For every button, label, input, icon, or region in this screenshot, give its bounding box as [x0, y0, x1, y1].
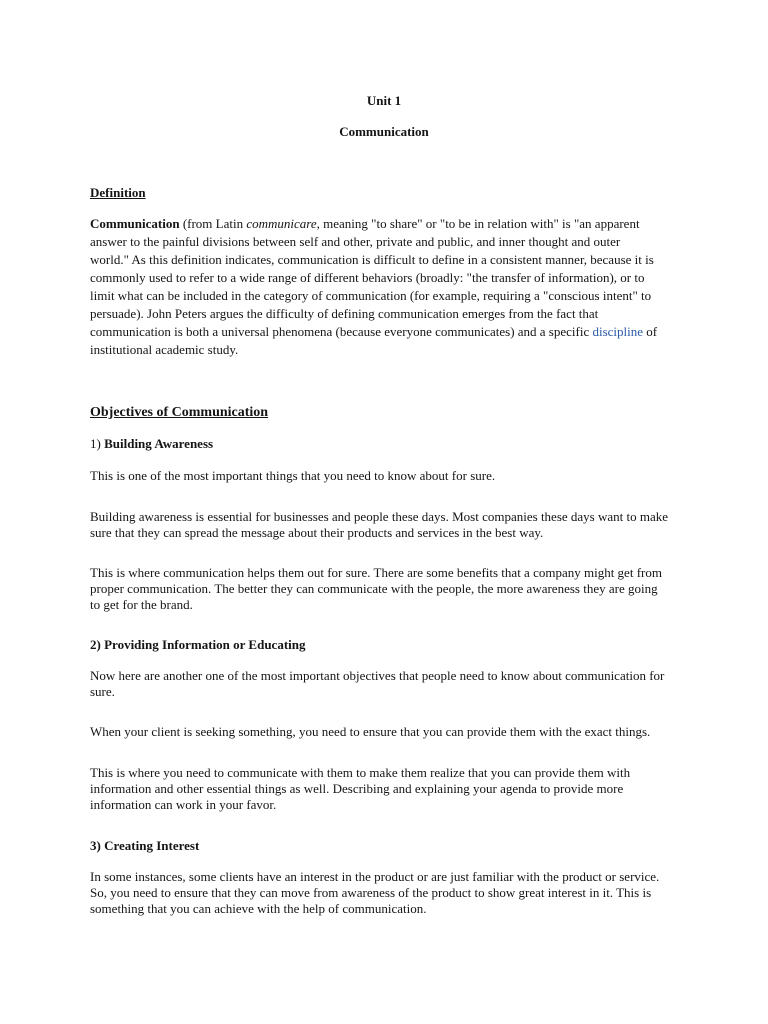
paragraph-line: So, you need to ensure that they can move from awareness of the product to show great interest in it. This is	[90, 885, 652, 900]
definition-line	[90, 215, 657, 233]
paragraph-line: When your client is seeking something, you need to ensure that you can provide them with the exact things.	[90, 724, 651, 739]
objective-number: 3)	[90, 838, 101, 853]
definition-text: communication is both a universal phenomena (because everyone communicates) and a specific	[90, 324, 593, 339]
paragraph-line: sure.	[90, 684, 115, 699]
paragraph-line: to get for the brand.	[90, 597, 193, 612]
objective-2-paragraph-1	[90, 668, 664, 700]
paragraph-line: This is where communication helps them out for sure. There are some benefits that a company might get from	[90, 565, 662, 580]
latin-word: communicare	[246, 216, 317, 231]
definition-line	[90, 323, 657, 341]
definition-text: of	[643, 324, 658, 339]
objective-number: 1)	[90, 436, 101, 451]
paragraph-line: This is where you need to communicate with them to make them realize that you can provide them with	[90, 765, 631, 780]
page-title: Communication	[339, 124, 429, 139]
paragraph-line: information and other essential things as well. Describing and explaining your agenda to provide more	[90, 781, 624, 796]
objective-2-paragraph-2	[90, 724, 650, 740]
objective-1-paragraph-3	[90, 565, 662, 613]
discipline-link[interactable]: discipline	[592, 324, 644, 339]
paragraph-line: Now here are another one of the most important objectives that people need to know about communication for	[90, 668, 665, 683]
definition-text: (from Latin	[179, 216, 247, 231]
definition-text: , meaning "to share" or "to be in relation with" is "an apparent	[316, 216, 640, 231]
objective-3-paragraph-1	[90, 869, 659, 917]
definition-line: institutional academic study.	[90, 342, 239, 357]
objective-title: Creating Interest	[104, 838, 200, 853]
paragraph-line: In some instances, some clients have an interest in the product or are just familiar with the product or service.	[90, 869, 660, 884]
definition-line: answer to the painful divisions between self and other, private and public, and inner thought and outer	[90, 234, 621, 249]
paragraph-line: something that you can achieve with the help of communication.	[90, 901, 427, 916]
paragraph-line: proper communication. The better they can communicate with the people, the more awareness they are going	[90, 581, 658, 596]
objective-2-paragraph-3	[90, 765, 630, 813]
definition-line: world." As this definition indicates, communication is difficult to define in a consistent manner, because it is	[90, 252, 654, 267]
paragraph-line: Building awareness is essential for businesses and people these days. Most companies these days want to make	[90, 509, 669, 524]
paragraph-line: This is one of the most important things that you need to know about for sure.	[90, 468, 496, 483]
objective-2-heading	[90, 637, 306, 653]
objective-number: 2)	[90, 637, 101, 652]
objective-title: Building Awareness	[104, 436, 214, 451]
objective-1-paragraph-1	[90, 468, 495, 484]
paragraph-line: sure that they can spread the message about their products and services in the best way.	[90, 525, 544, 540]
objective-3-heading	[90, 838, 199, 854]
definition-line: persuade). John Peters argues the difficulty of defining communication emerges from the fact that	[90, 306, 599, 321]
objective-title: Providing Information or Educating	[104, 637, 306, 652]
definition-line: limit what can be included in the category of communication (for example, requiring a "conscious intent" to	[90, 288, 652, 303]
objectives-heading: Objectives of Communication	[90, 405, 269, 420]
definition-paragraph	[90, 215, 657, 359]
definition-heading: Definition	[90, 185, 146, 200]
definition-term: Communication	[90, 216, 180, 231]
unit-label: Unit 1	[366, 93, 402, 108]
definition-line: commonly used to refer to a wide range of different behaviors (broadly: "the transfer of information), or to	[90, 270, 645, 285]
paragraph-line: information can work in your favor.	[90, 797, 277, 812]
objective-1-paragraph-2	[90, 509, 668, 541]
objective-1-heading	[90, 436, 213, 452]
